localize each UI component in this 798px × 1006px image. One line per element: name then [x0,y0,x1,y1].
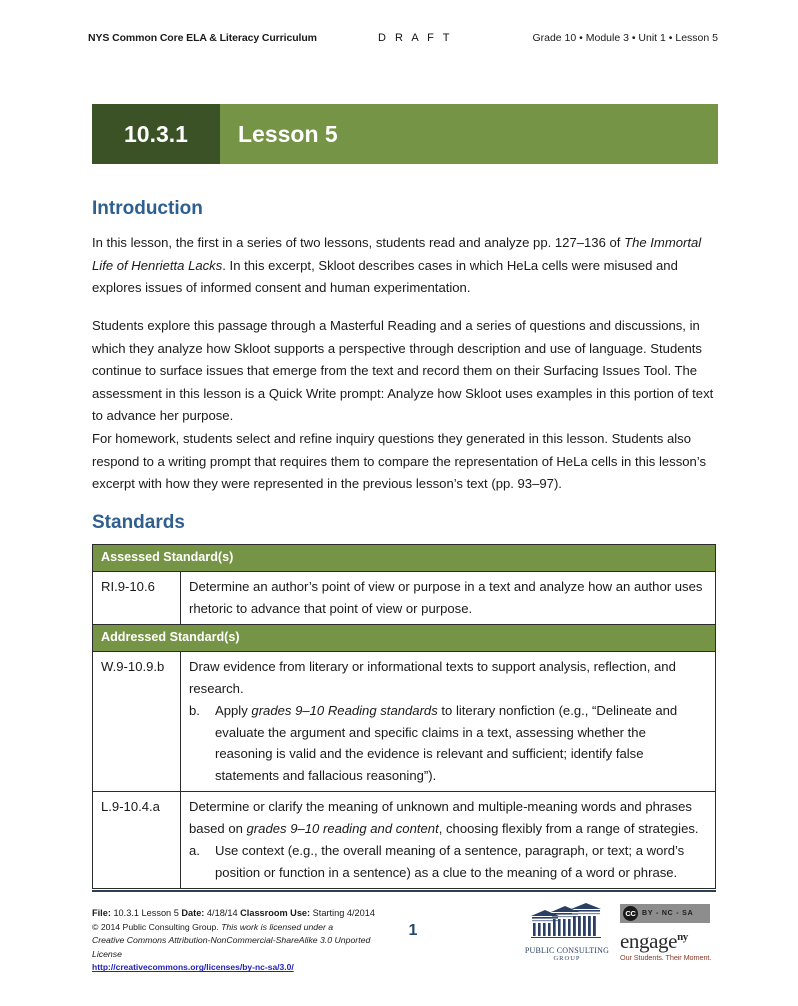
standard-code-cell: W.9-10.9.b [93,652,181,792]
footer-divider [92,890,716,892]
sub-part2: to literary nonfiction (e.g., “Delineate and evaluate the argument and specific claims in a text, assessing whether the reasoning is valid and the evidence is relevant and sufficient; identify false statements and fallacious reasoning”). [215,703,678,783]
table-row-assessed-header [93,545,716,572]
intro-p1-book-title: The Immortal Life of Henrietta Lacks [92,235,702,273]
running-header-left: NYS Common Core ELA & Literacy Curriculum [88,32,317,44]
lesson-title-block: Lesson 5 [220,104,718,164]
list-item [189,700,707,786]
page-number: 1 [408,922,418,939]
running-header-right: Grade 10 • Module 3 • Unit 1 • Lesson 5 [532,32,718,44]
sub-italic: grades 9–10 Reading standards [251,703,438,718]
engageny-tagline: Our Students. Their Moment. [620,953,712,962]
standard-main-text: Draw evidence from literary or informational texts to support analysis, reflection, and research. [189,659,676,696]
intro-p1-part2: . In this excerpt, Skloot describes cases in which HeLa cells were misused and explores issues of informed consent and human experimentation. [92,257,678,296]
running-header-draft-label: D R A F T [378,32,453,44]
page-footer [92,900,716,980]
introduction-paragraph-2 [92,315,716,428]
classroom-use-label: Classroom Use: [240,908,311,918]
standard-code-cell: RI.9-10.6 [93,572,181,625]
sub-item-text [215,700,707,786]
license-url-link[interactable]: http://creativecommons.org/licenses/by-nc-sa/3.0/ [92,962,294,973]
list-item [189,840,707,883]
table-row-addressed-header [93,625,716,652]
footer-copyright-line [92,921,392,935]
table-row [93,652,716,792]
introduction-heading: Introduction [92,198,203,219]
intro-p1-part1: In this lesson, the first in a series of two lessons, students read and analyze pp. 127–136 of [92,235,625,250]
intro-p3-text: For homework, students select and refine inquiry questions they generated in this lesson. Students also respond to a writing prompt that requires them to compare the representation of HeLa cells in this lesson’s excerpt with how they were represented in the previous lesson’s text (pp. 93–97). [92,431,707,492]
copyright-text: © 2014 Public Consulting Group. [92,921,222,932]
lesson-title-banner [92,104,718,164]
pcg-logo-line-2: GROUP [553,955,581,962]
table-row [93,572,716,625]
engageny-wordmark [620,926,716,952]
footer-file-line [92,907,392,921]
license-lead-text: This work is licensed under a [221,921,334,932]
footer-logos [524,900,716,962]
file-label: File: [92,908,111,918]
standard-sub-list [189,700,707,786]
intro-p2-text: Students explore this passage through a Masterful Reading and a series of questions and discussions, in which they analyze how Skloot supports a perspective through description and use of language. Students continue to surface issues that emerge from the text and record them on their Surfacing Issues Tool. The assessment in this lesson is a Quick Write prompt: Analyze how Skloot uses examples in this portion of text to advance her purpose. [92,318,714,424]
date-label: Date: [181,908,205,918]
engageny-logo [620,900,716,962]
sub-item-marker: b. [189,703,200,718]
lesson-code-block: 10.3.1 [92,104,220,164]
std-part2: , choosing flexibly from a range of strategies. [438,820,699,836]
license-name: Creative Commons Attribution-NonCommercial-ShareAlike 3.0 Unported License [92,935,371,959]
introduction-paragraph-1 [92,232,716,300]
public-consulting-group-logo [524,900,610,962]
pcg-columns-icon [525,902,609,940]
standard-text-cell [181,652,716,792]
pcg-logo-line-1: PUBLIC CONSULTING [524,946,610,955]
sub-part1: Apply [215,703,252,718]
classroom-use-value: Starting 4/2014 [310,908,375,918]
standard-text-cell [181,792,716,889]
standard-text-cell: Determine an author’s point of view or purpose in a text and analyze how an author uses rhetoric to advance that point of view or purpose. [181,572,716,625]
sub-item-text: Use context (e.g., the overall meaning of a sentence, paragraph, or text; a word’s position or function in a sentence) as a clue to the meaning of a word or phrase. [215,843,685,880]
table-row [93,792,716,889]
running-header [88,32,718,52]
cc-license-terms: BY - NC - SA [642,910,694,917]
standards-heading: Standards [92,512,185,533]
addressed-standards-header: Addressed Standard(s) [93,625,716,652]
standard-sub-list [189,840,707,883]
assessed-standards-header: Assessed Standard(s) [93,545,716,572]
std-italic: grades 9–10 reading and content [246,820,439,836]
sub-item-marker: a. [189,843,200,858]
standards-table [92,544,716,889]
introduction-paragraph-3 [92,428,716,496]
file-value: 10.3.1 Lesson 5 [110,908,182,918]
date-value: 4/18/14 [204,908,241,918]
engageny-word-main: engage [620,929,678,953]
creative-commons-badge [620,904,710,923]
engageny-word-sup: ny [677,931,688,943]
footer-metadata [92,907,392,975]
standard-main-text [189,796,707,839]
cc-icon: CC [623,906,638,921]
standard-code-cell: L.9-10.4.a [93,792,181,889]
std-part1: Determine or clarify the meaning of unknown and multiple-meaning words and phrases based on [189,799,692,836]
